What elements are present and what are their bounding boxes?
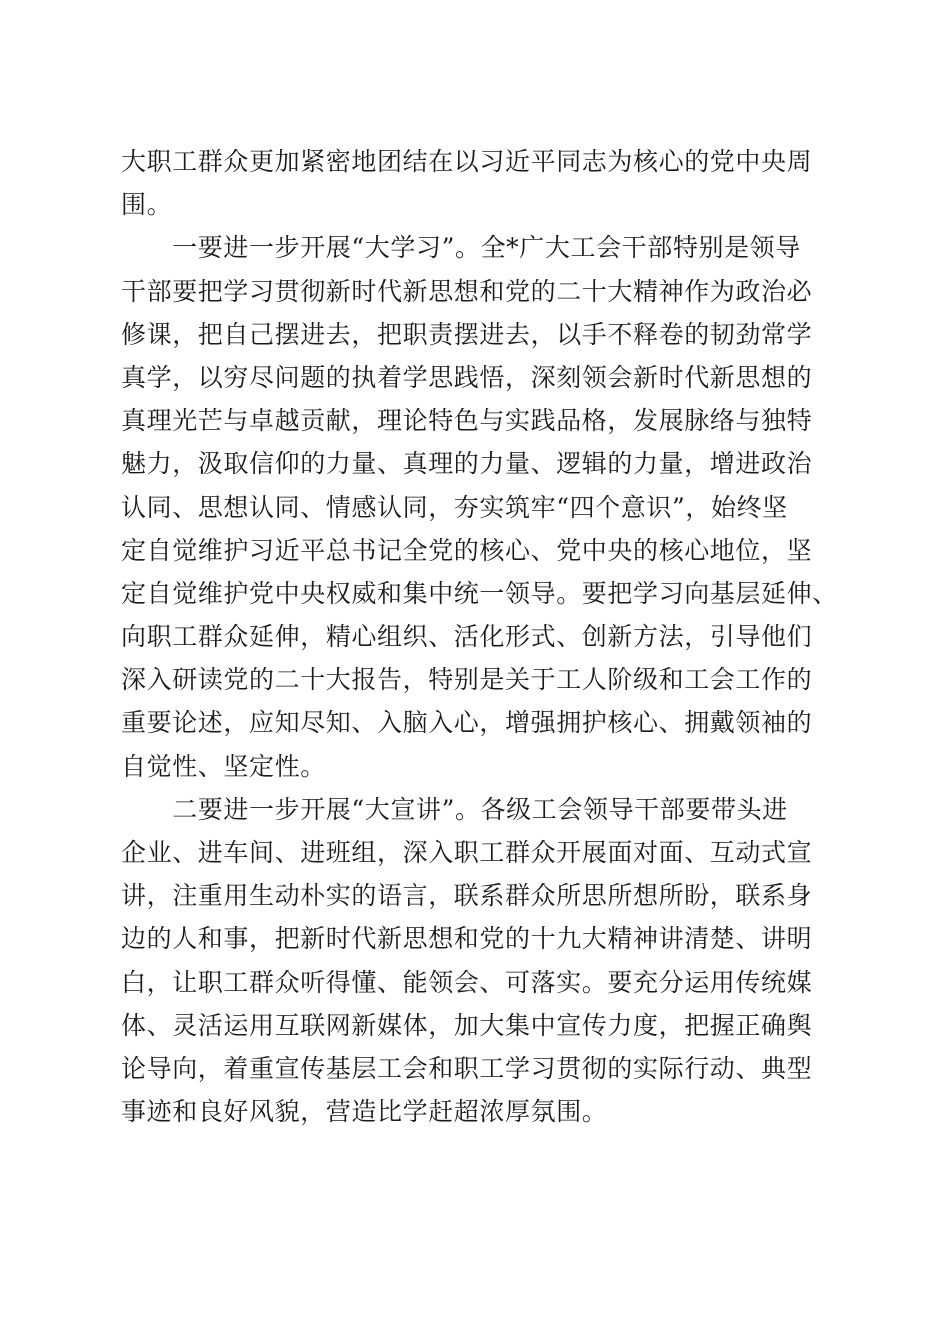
text-line: 向职工群众延伸，精心组织、活化形式、创新方法，引导他们 — [121, 622, 813, 652]
text-line: 真理光芒与卓越贡献，理论特色与实践品格，发展脉络与独特 — [121, 406, 813, 436]
text-line: 一要进一步开展“大学习”。全*广大工会干部特别是领导 — [121, 233, 801, 263]
text-line: 论导向，着重宣传基层工会和职工学习贯彻的实际行动、典型 — [121, 1053, 813, 1083]
text-line: 体、灵活运用互联网新媒体，加大集中宣传力度，把握正确舆 — [121, 1010, 813, 1040]
text-line: 边的人和事，把新时代新思想和党的十九大精神讲清楚、讲明 — [121, 924, 813, 954]
text-line: 大职工群众更加紧密地团结在以习近平同志为核心的党中央周 — [121, 147, 813, 176]
text-line: 二要进一步开展“大宣讲”。各级工会领导干部要带头进 — [121, 794, 788, 824]
text-line: 真学，以穷尽问题的执着学思践悟，深刻领会新时代新思想的 — [121, 362, 813, 392]
document-body — [121, 140, 839, 1133]
text-line: 认同、思想认同、情感认同，夯实筑牢“四个意识”，始终坚 — [121, 492, 788, 522]
text-line: 干部要把学习贯彻新时代新思想和党的二十大精神作为政治必 — [121, 276, 813, 306]
text-line: 修课，把自己摆进去，把职责摆进去，以手不释卷的韧劲常学 — [121, 319, 813, 349]
text-line: 魅力，汲取信仰的力量、真理的力量、逻辑的力量，增进政治 — [121, 449, 813, 479]
text-line: 重要论述，应知尽知、入脑入心，增强拥护核心、拥戴领袖的 — [121, 708, 813, 738]
text-line: 讲，注重用生动朴实的语言，联系群众所思所想所盼，联系身 — [121, 881, 813, 911]
text-line: 深入研读党的二十大报告，特别是关于工人阶级和工会工作的 — [121, 665, 813, 695]
text-line: 自觉性、坚定性。 — [121, 751, 326, 781]
text-line: 围。 — [121, 190, 173, 220]
text-line: 白，让职工群众听得懂、能领会、可落实。要充分运用传统媒 — [121, 967, 813, 997]
text-line: 企业、进车间、进班组，深入职工群众开展面对面、互动式宣 — [121, 838, 813, 867]
text-line: 定自觉维护党中央权威和集中统一领导。要把学习向基层延伸、 — [121, 578, 838, 608]
text-line: 定自觉维护习近平总书记全党的核心、党中央的核心地位，坚 — [121, 535, 813, 565]
text-line: 事迹和良好风貌，营造比学赶超浓厚氛围。 — [121, 1097, 608, 1127]
